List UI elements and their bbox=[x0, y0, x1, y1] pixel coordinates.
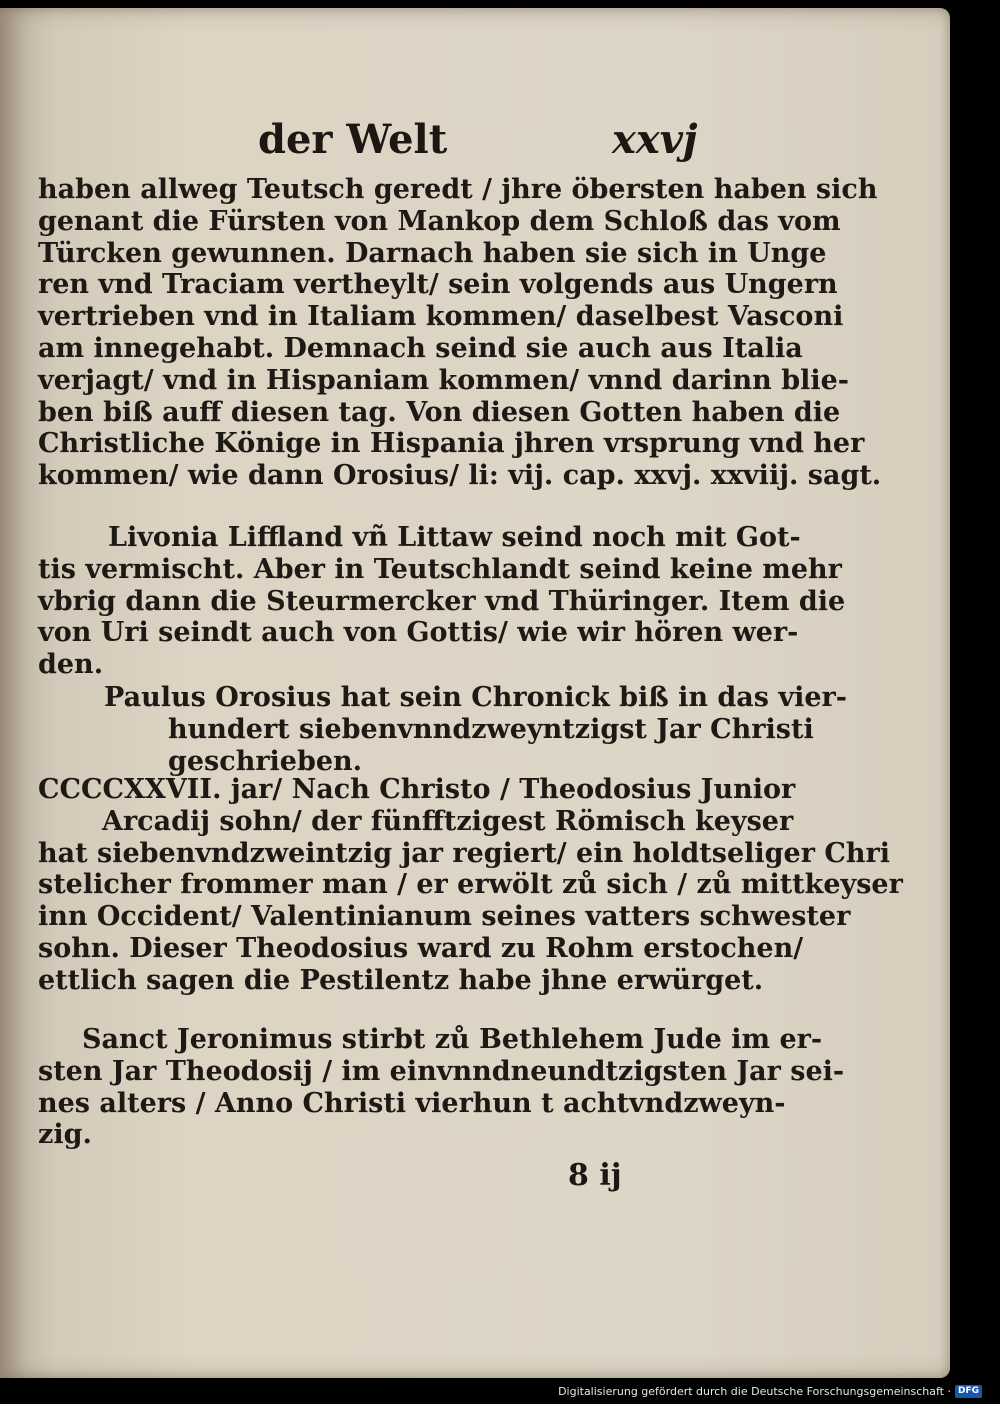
text-line: sohn. Dieser Theodosius ward zu Rohm erstochen/ bbox=[38, 932, 804, 964]
paragraph-orosius bbox=[38, 682, 847, 777]
text-line: ettlich sagen die Pestilentz habe jhne erwürget. bbox=[38, 964, 764, 996]
text-line: ben biß auff diesen tag. Von diesen Gotten haben die bbox=[38, 396, 841, 428]
text-line: vbrig dann die Steurmercker vnd Thüringer. Item die bbox=[38, 585, 846, 617]
signature-mark: 8 ij bbox=[568, 1158, 622, 1193]
text-line: am innegehabt. Demnach seind sie auch aus Italia bbox=[38, 332, 803, 364]
text-line: zig. bbox=[38, 1119, 92, 1151]
text-line: hundert siebenvnndzweyntzigst Jar Christi bbox=[168, 713, 814, 745]
text-line: vertrieben vnd in Italiam kommen/ daselbest Vasconi bbox=[38, 301, 844, 333]
text-line: stelicher frommer man / er erwölt zů sich / zů mittkeyser bbox=[38, 869, 903, 901]
digitization-credit bbox=[558, 1385, 982, 1398]
running-head bbox=[0, 116, 950, 166]
text-line: tis vermischt. Aber in Teutschlandt seind keine mehr bbox=[38, 553, 842, 585]
text-line: Christliche Könige in Hispania jhren vrsprung vnd her bbox=[38, 428, 865, 460]
folio-number: xxvj bbox=[612, 116, 698, 163]
paragraph-theodosius bbox=[38, 774, 903, 997]
credit-text: Digitalisierung gefördert durch die Deutsche Forschungsgemeinschaft · bbox=[558, 1385, 951, 1398]
book-page bbox=[0, 8, 950, 1378]
text-line: verjagt/ vnd in Hispaniam kommen/ vnnd darinn blie- bbox=[38, 364, 849, 396]
text-line: ren vnd Traciam vertheylt/ sein volgends aus Ungern bbox=[38, 269, 838, 301]
text-line: CCCCXXVII. jar/ Nach Christo / Theodosius Junior bbox=[38, 774, 796, 805]
text-line: haben allweg Teutsch geredt / jhre öbersten haben sich bbox=[38, 174, 878, 205]
text-line: genant die Fürsten von Mankop dem Schloß das vom bbox=[38, 205, 841, 237]
running-head-title: der Welt bbox=[258, 116, 448, 163]
text-line: hat siebenvndzweintzig jar regiert/ ein holdtseliger Chri bbox=[38, 837, 890, 869]
paragraph-livonia bbox=[38, 522, 845, 681]
text-line: sten Jar Theodosij / im einvnndneundtzigsten Jar sei- bbox=[38, 1055, 845, 1087]
text-line: inn Occident/ Valentinianum seines vatters schwester bbox=[38, 901, 851, 933]
text-line: Arcadij sohn/ der fünfftzigest Römisch keyser bbox=[102, 805, 794, 837]
text-line: den. bbox=[38, 649, 104, 681]
text-line: Livonia Liffland vñ Littaw seind noch mit Got- bbox=[108, 522, 801, 553]
paragraph-jeronimus bbox=[38, 1024, 844, 1151]
text-line: Paulus Orosius hat sein Chronick biß in das vier- bbox=[104, 682, 847, 713]
text-line: kommen/ wie dann Orosius/ li: vij. cap. xxvj. xxviij. sagt. bbox=[38, 460, 882, 492]
text-line: Sanct Jeronimus stirbt zů Bethlehem Jude im er- bbox=[82, 1024, 823, 1055]
dfg-logo-icon: DFG bbox=[955, 1385, 982, 1398]
paragraph-goths bbox=[38, 174, 881, 492]
text-line: von Uri seindt auch von Gottis/ wie wir hören wer- bbox=[38, 617, 799, 649]
text-line: geschrieben. bbox=[168, 745, 363, 777]
text-line: nes alters / Anno Christi vierhun t achtvndzweyn- bbox=[38, 1087, 786, 1119]
text-line: Türcken gewunnen. Darnach haben sie sich in Unge bbox=[38, 237, 827, 269]
